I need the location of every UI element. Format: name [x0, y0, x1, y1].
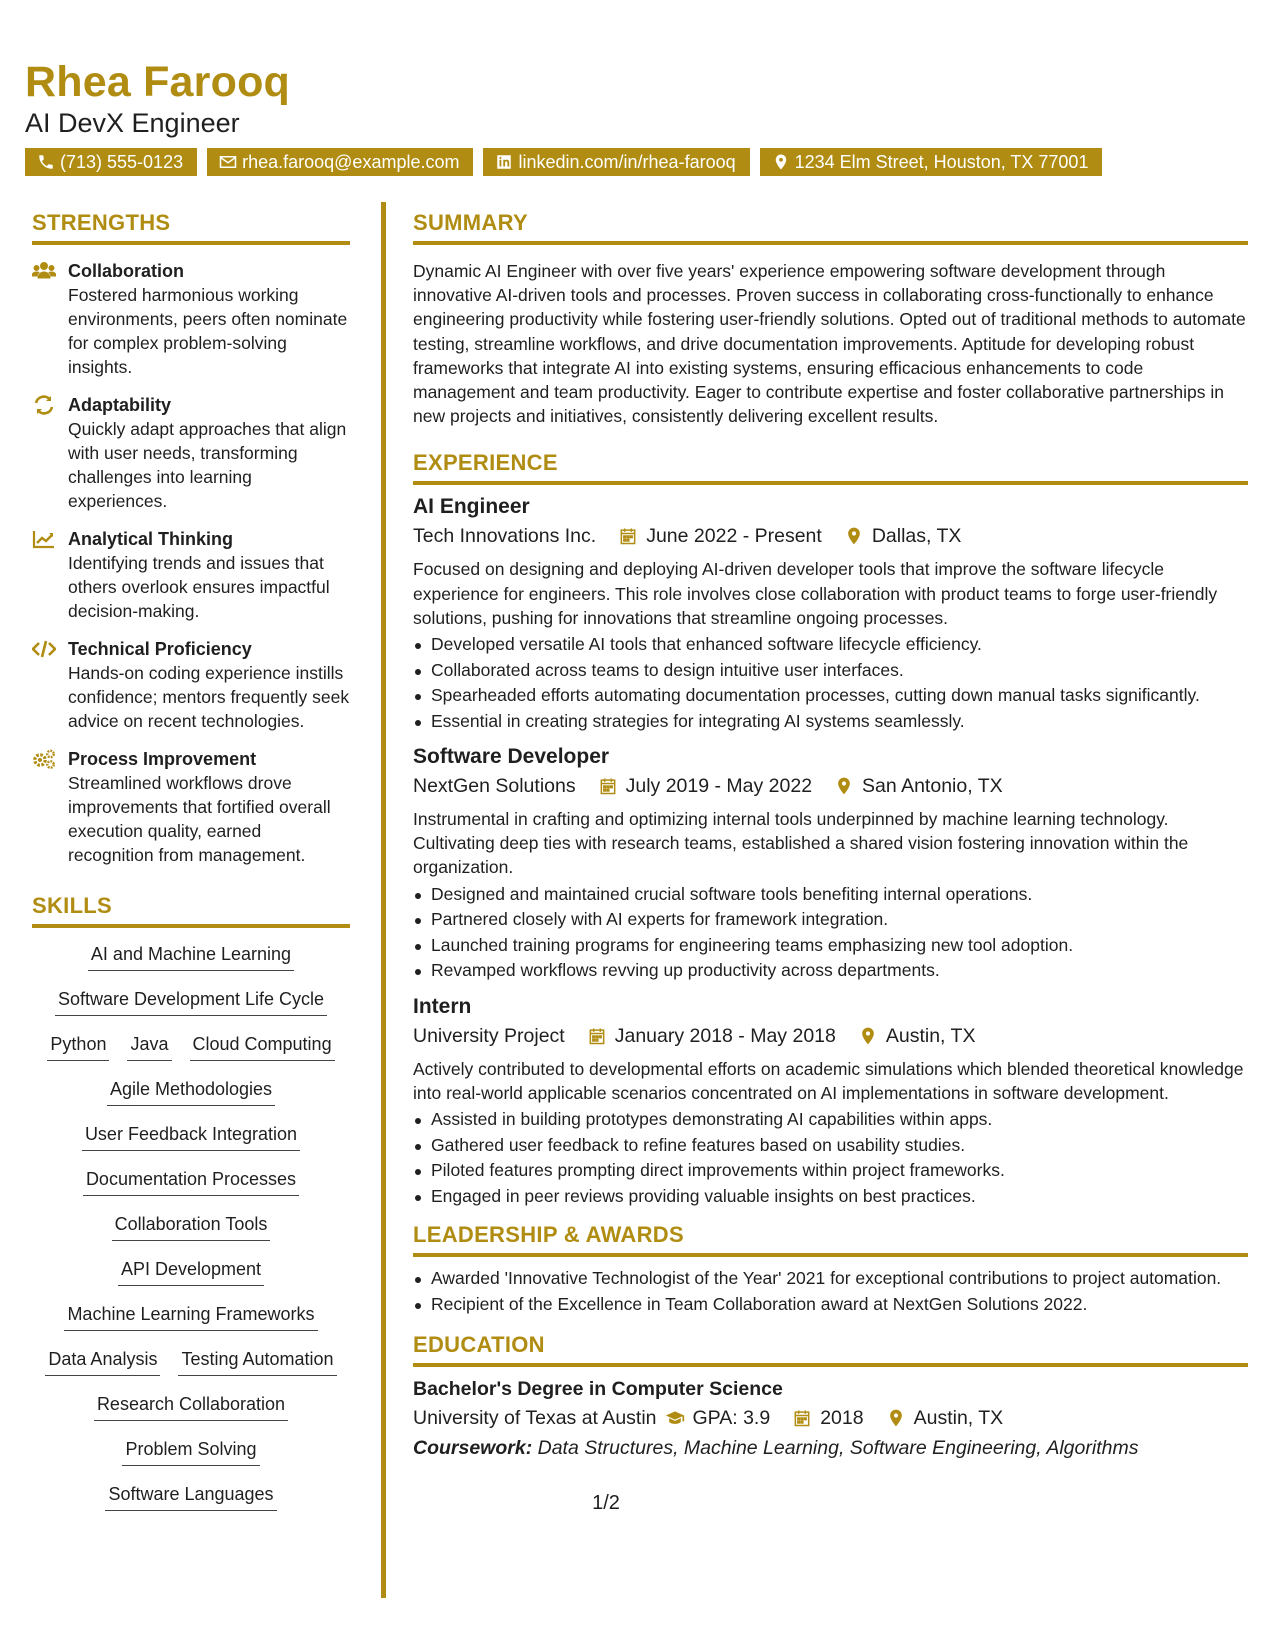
- list-item: Designed and maintained crucial software tools benefiting internal operations.: [413, 883, 1248, 907]
- phone-icon: [37, 153, 55, 171]
- skill-tag: Research Collaboration: [94, 1392, 288, 1421]
- skill-tag: Java: [127, 1032, 171, 1061]
- edu-meta: [413, 1403, 1248, 1433]
- list-item: Revamped workflows revving up productivity across departments.: [413, 959, 1248, 983]
- skill-tag: Machine Learning Frameworks: [64, 1302, 317, 1331]
- contact-address: [760, 148, 1103, 176]
- right-column: [413, 210, 1248, 1463]
- sync-icon: [32, 395, 56, 415]
- contact-linkedin[interactable]: [483, 148, 749, 176]
- summary-text: Dynamic AI Engineer with over five years' experience empowering software development through innovative AI-driven tools and processes. Proven success in collaborating cross-functionally to enhance engineering productivity while fostering user-friendly solutions. Opted out of traditional methods to automate testing, streamline workflows, and drive documentation improvements. Aptitude for developing robust frameworks that integrate AI into existing systems, ensuring efficacious enhancements to code management and team productivity. Eager to contribute expertise and foster collaborative partnerships in new projects and initiatives, consistently delivering excellent results.: [413, 261, 1246, 427]
- contact-email[interactable]: [207, 148, 473, 176]
- list-item: Piloted features prompting direct improvements within project frameworks.: [413, 1159, 1248, 1183]
- coursework: [413, 1433, 1248, 1463]
- job-dates: July 2019 - May 2022: [625, 775, 813, 798]
- coursework-list: Data Structures, Machine Learning, Software Engineering, Algorithms: [537, 1437, 1139, 1460]
- skill-tag: Agile Methodologies: [107, 1077, 275, 1106]
- list-item: Spearheaded efforts automating documentation processes, cutting down manual tasks significantly.: [413, 684, 1248, 708]
- strength-desc: Streamlined workflows drove improvements that fortified overall execution quality, earned recognition from management.: [68, 773, 331, 865]
- skill-tag: User Feedback Integration: [82, 1122, 300, 1151]
- job-company: University Project: [413, 1024, 565, 1047]
- address-text: 1234 Elm Street, Houston, TX 77001: [794, 151, 1089, 172]
- contact-phone[interactable]: [25, 148, 197, 176]
- skill-tag: Cloud Computing: [190, 1032, 335, 1061]
- leadership-title: LEADERSHIP & AWARDS: [413, 1222, 1248, 1257]
- cogs-icon: [32, 749, 56, 769]
- job-bullets: [413, 1108, 1248, 1208]
- edu-school: University of Texas at Austin: [413, 1407, 657, 1430]
- chart-line-icon: [32, 529, 56, 549]
- column-divider: [381, 202, 386, 1598]
- strength-item: [32, 637, 350, 733]
- calendar-icon: [587, 1026, 607, 1046]
- calendar-icon: [598, 776, 618, 796]
- summary-title: SUMMARY: [413, 210, 1248, 245]
- leadership-list: [413, 1267, 1248, 1316]
- job-entry: [413, 993, 1248, 1208]
- job-dates: January 2018 - May 2018: [614, 1024, 836, 1047]
- strength-item: [32, 747, 350, 867]
- skills-title: SKILLS: [32, 893, 350, 928]
- job-title: Intern: [413, 994, 472, 1018]
- job-entry: [413, 493, 1248, 733]
- job-location: Austin, TX: [885, 1024, 976, 1047]
- job-meta: [413, 771, 1248, 801]
- envelope-icon: [219, 153, 237, 171]
- strength-title: Adaptability: [68, 395, 172, 415]
- skill-tag: Testing Automation: [178, 1347, 336, 1376]
- list-item: Assisted in building prototypes demonstrating AI capabilities within apps.: [413, 1108, 1248, 1132]
- education-title: EDUCATION: [413, 1332, 1248, 1367]
- list-item: Collaborated across teams to design intuitive user interfaces.: [413, 659, 1248, 683]
- list-item: Launched training programs for engineering teams emphasizing new tool adoption.: [413, 934, 1248, 958]
- job-description: Focused on designing and deploying AI-driven developer tools that improve the software lifecycle experience for engineers. This role involves close collaboration with product teams to forge user-friendly solutions, pushing for innovations that streamline ongoing processes.: [413, 559, 1218, 628]
- list-item: Developed versatile AI tools that enhanced software lifecycle efficiency.: [413, 633, 1248, 657]
- edu-degree: Bachelor's Degree in Computer Science: [413, 1378, 783, 1401]
- job-meta: [413, 1021, 1248, 1051]
- resume-header: [25, 60, 1255, 176]
- code-icon: [32, 639, 56, 659]
- job-company: NextGen Solutions: [413, 775, 576, 798]
- strength-title: Analytical Thinking: [68, 529, 234, 549]
- left-column: [32, 210, 350, 1527]
- job-meta: [413, 521, 1248, 551]
- job-title: AI Engineer: [413, 495, 530, 519]
- strengths-title: STRENGTHS: [32, 210, 350, 245]
- job-description: Actively contributed to developmental efforts on academic simulations which blended theoretical knowledge into real-world applicable scenarios concentrated on AI implementations in software development.: [413, 1058, 1244, 1103]
- experience-title: EXPERIENCE: [413, 450, 1248, 485]
- job-bullets: [413, 883, 1248, 983]
- skill-tag: Documentation Processes: [83, 1167, 299, 1196]
- strength-item: [32, 527, 350, 623]
- linkedin-text: linkedin.com/in/rhea-farooq: [518, 151, 736, 172]
- job-title: Software Developer: [413, 745, 610, 769]
- graduation-cap-icon: [665, 1408, 685, 1428]
- skills-section: [32, 893, 350, 1511]
- skill-tag: Problem Solving: [122, 1437, 259, 1466]
- coursework-label: Coursework:: [413, 1437, 533, 1460]
- strength-title: Technical Proficiency: [68, 639, 252, 659]
- list-item: Recipient of the Excellence in Team Collaboration award at NextGen Solutions 2022.: [413, 1293, 1248, 1317]
- list-item: Engaged in peer reviews providing valuable insights on best practices.: [413, 1185, 1248, 1209]
- job-bullets: [413, 633, 1248, 733]
- job-dates: June 2022 - Present: [646, 525, 822, 548]
- strength-title: Collaboration: [68, 261, 184, 281]
- map-pin-icon: [772, 153, 790, 171]
- map-pin-icon: [844, 526, 864, 546]
- strength-title: Process Improvement: [68, 749, 257, 769]
- page-number: 1/2: [592, 1492, 620, 1514]
- list-item: Awarded 'Innovative Technologist of the Year' 2021 for exceptional contributions to project automation.: [413, 1267, 1248, 1291]
- email-text: rhea.farooq@example.com: [242, 151, 460, 172]
- skill-tag: Software Development Life Cycle: [55, 987, 327, 1016]
- job-company: Tech Innovations Inc.: [413, 525, 597, 548]
- users-icon: [32, 261, 56, 281]
- strength-desc: Hands-on coding experience instills confidence; mentors frequently seek advice on recent technologies.: [68, 663, 350, 731]
- phone-text: (713) 555-0123: [60, 151, 184, 172]
- map-pin-icon: [834, 776, 854, 796]
- list-item: Essential in creating strategies for integrating AI systems seamlessly.: [413, 710, 1248, 734]
- skill-tag: Software Languages: [105, 1482, 276, 1511]
- strength-desc: Identifying trends and issues that others overlook ensures impactful decision-making.: [68, 553, 330, 621]
- job-entry: [413, 743, 1248, 983]
- strength-desc: Fostered harmonious working environments, peers often nominate for complex problem-solving insights.: [68, 285, 348, 377]
- candidate-name: Rhea Farooq: [25, 58, 291, 106]
- job-description: Instrumental in crafting and optimizing internal tools underpinned by machine learning technology. Cultivating deep ties with research teams, established a shared vision fostering innovation within the organization.: [413, 809, 1189, 878]
- edu-gpa: GPA: 3.9: [692, 1407, 771, 1430]
- strength-item: [32, 393, 350, 513]
- job-location: Dallas, TX: [871, 525, 962, 548]
- skill-tag: Python: [47, 1032, 109, 1061]
- strength-desc: Quickly adapt approaches that align with user needs, transforming challenges into learning experiences.: [68, 419, 347, 511]
- calendar-icon: [618, 526, 638, 546]
- candidate-role: AI DevX Engineer: [25, 108, 240, 139]
- list-item: Gathered user feedback to refine features based on usability studies.: [413, 1134, 1248, 1158]
- skill-tag: API Development: [118, 1257, 264, 1286]
- skill-tag: Data Analysis: [45, 1347, 160, 1376]
- map-pin-icon: [858, 1026, 878, 1046]
- calendar-icon: [792, 1408, 812, 1428]
- skill-tag: Collaboration Tools: [112, 1212, 271, 1241]
- contact-bar: [25, 148, 1255, 176]
- list-item: Partnered closely with AI experts for framework integration.: [413, 908, 1248, 932]
- edu-year: 2018: [820, 1407, 864, 1430]
- skill-tag: AI and Machine Learning: [88, 942, 294, 971]
- linkedin-icon: [495, 153, 513, 171]
- strength-item: [32, 259, 350, 379]
- edu-location: Austin, TX: [913, 1407, 1004, 1430]
- job-location: San Antonio, TX: [862, 775, 1003, 798]
- map-pin-icon: [886, 1408, 906, 1428]
